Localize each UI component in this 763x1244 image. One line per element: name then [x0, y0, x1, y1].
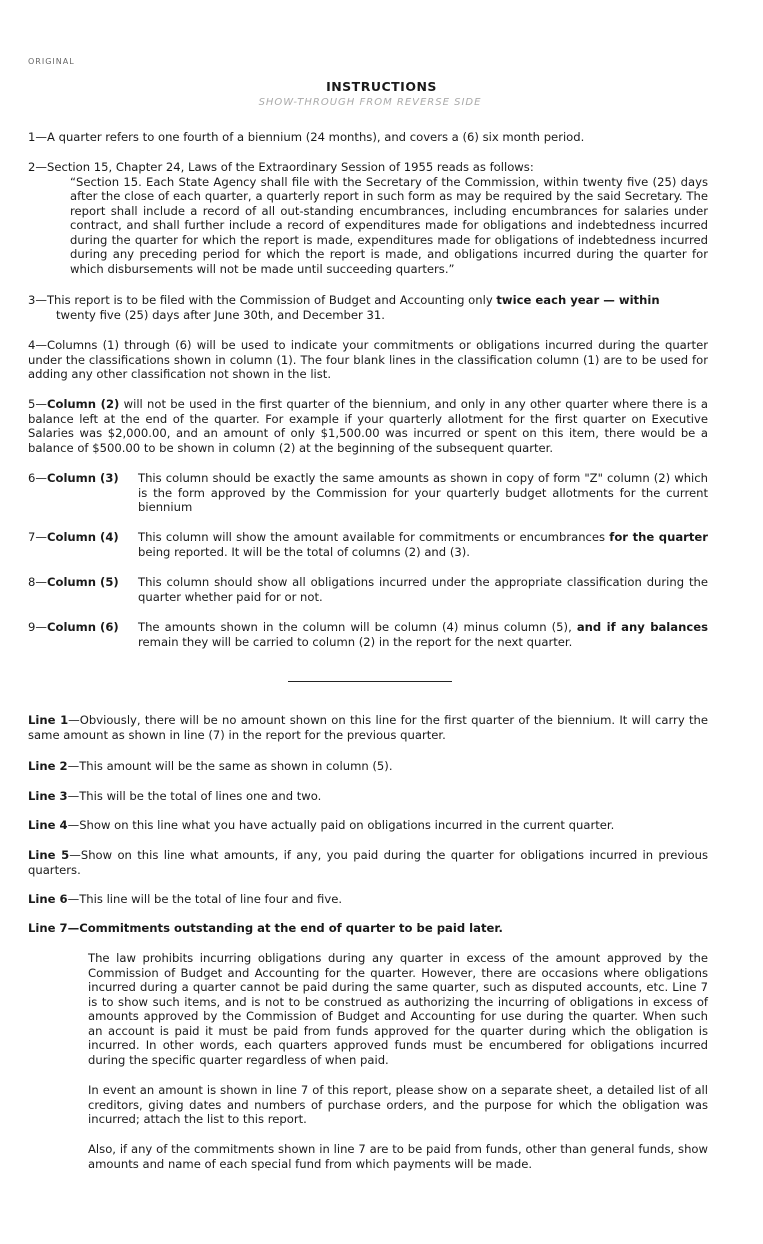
line-7-text: —Commitments outstanding at the end of quarter to be paid later.: [67, 921, 503, 935]
line-2-instruction: [28, 759, 708, 774]
show-through-text: SHOW-THROUGH FROM REVERSE SIDE: [258, 97, 482, 108]
item-6-column: Column (3): [46, 471, 119, 485]
line-2-text: —This amount will be the same as shown in column (5).: [67, 759, 393, 773]
item-7-prefix: 7—: [28, 530, 47, 544]
item-3-text-a: 3—This report is to be filed with the Commission of Budget and Accounting only: [28, 293, 497, 307]
line-4-text: —Show on this line what you have actually paid on obligations incurred in the current quarter.: [67, 818, 615, 832]
line-1-text: —Obviously, there will be no amount shown on this line for the first quarter of the biennium. It will carry the same amount as shown in line (7) in the report for the previous quarter.: [28, 713, 708, 742]
item-2: [28, 160, 708, 276]
item-2-quote: “Section 15. Each State Agency shall file with the Secretary of the Commission, within twenty five (25) days after the close of each quarter, a quarterly report in such form as may be required by the said Secretary. The report shall include a record of all out-standing encumbrances, including encumbrances for salaries under contract, and shall further include a record of expenditures made for obligations and indebtedness incurred during the quarter for which the report is made, expenditures made for obligations of indebtedness incurred during any preceding period for which the report is made, and obligations incurred during the quarter for which disbursements will not be made until succeeding quarters.”: [70, 174, 708, 276]
line-1-label: Line 1: [28, 713, 69, 727]
item-3-text-b: twenty five (25) days after June 30th, and December 31.: [56, 307, 385, 322]
line-3-instruction: [28, 789, 708, 804]
item-5-prefix: 5—: [28, 397, 47, 411]
item-6-prefix: 6—: [28, 471, 47, 485]
line-4-instruction: [28, 818, 708, 833]
item-2-head: 2—Section 15, Chapter 24, Laws of the Extraordinary Session of 1955 reads as follows:: [28, 160, 534, 174]
item-7-body-b: being reported. It will be the total of columns (2) and (3).: [138, 544, 470, 559]
item-9-column: Column (6): [46, 620, 119, 634]
line-5-text: —Show on this line what amounts, if any, you paid during the quarter for obligations incurred in previous quarters.: [28, 848, 708, 877]
item-9-bold: and if any balances: [576, 620, 708, 634]
item-5-column: Column (2): [46, 397, 120, 411]
line-5-label: Line 5: [28, 848, 70, 862]
line-7-paragraph-3: Also, if any of the commitments shown in line 7 are to be paid from funds, other than general funds, show amounts and name of each special fund from which payments will be made.: [88, 1142, 708, 1171]
line-3-label: Line 3: [28, 789, 68, 803]
item-5: [28, 397, 708, 455]
line-5-instruction: [28, 848, 708, 877]
item-7-body-a: This column will show the amount available for commitments or encumbrances: [138, 530, 610, 544]
line-4-label: Line 4: [28, 818, 68, 832]
item-8-column: Column (5): [46, 575, 119, 589]
item-5-body: will not be used in the first quarter of the biennium, and only in any other quarter where there is a balance left at the end of the quarter. For example if your quarterly allotment for the first quarter on Executive Salaries was $2,000.00, and an amount of only $1,500.00 was incurred or spent on this item, there would be a balance of $500.00 to be shown in column (2) at the beginning of the subsequent quarter.: [28, 397, 708, 455]
line-7-instruction: [28, 921, 708, 936]
line-7-label: Line 7: [28, 921, 68, 935]
line-7-paragraph-2: In event an amount is shown in line 7 of this report, please show on a separate sheet, a detailed list of all creditors, giving dates and numbers of purchase orders, and the purpose for which the obligation was incurred; attach the list to this report.: [88, 1083, 708, 1126]
line-2-label: Line 2: [28, 759, 68, 773]
item-7-column: Column (4): [46, 530, 119, 544]
item-8: [28, 575, 708, 604]
page-title: INSTRUCTIONS: [326, 79, 437, 94]
item-9-body-a: The amounts shown in the column will be column (4) minus column (5),: [138, 620, 577, 634]
line-1-instruction: [28, 713, 708, 742]
line-6-label: Line 6: [28, 892, 68, 906]
line-7-paragraph-1: The law prohibits incurring obligations during any quarter in excess of the amount approved by the Commission of Budget and Accounting for the quarter. However, there are occasions where obligations incurred during a quarter cannot be paid during the same quarter, such as disputed accounts, etc. Line 7 is to show such items, and is not to be construed as authorizing the incurring of obligations in excess of amounts approved by the Commission of Budget and Accounting for use during the quarter. When such an account is paid it must be paid from funds approved for the quarter during which the obligation is incurred. In other words, each quarters approved funds must be encumbered for obligations incurred during the specific quarter regardless of when paid.: [88, 951, 708, 1067]
item-1: 1—A quarter refers to one fourth of a biennium (24 months), and covers a (6) six month period.: [28, 130, 585, 144]
item-7-bold: for the quarter: [609, 530, 708, 544]
item-7: [28, 530, 708, 559]
item-3: [28, 293, 708, 322]
item-8-body: This column should show all obligations incurred under the appropriate classification during the quarter whether paid for or not.: [138, 575, 708, 604]
section-divider: [288, 681, 452, 682]
line-6-text: —This line will be the total of line four and five.: [67, 892, 343, 906]
item-6-body: This column should be exactly the same amounts as shown in copy of form "Z" column (2) which is the form approved by the Commission for your quarterly budget allotments for the current biennium: [138, 471, 708, 514]
corner-mark: ORIGINAL: [28, 57, 75, 66]
line-3-text: —This will be the total of lines one and two.: [67, 789, 322, 803]
item-4: 4—Columns (1) through (6) will be used to indicate your commitments or obligations incurred during the quarter under the classifications shown in column (1). The four blank lines in the classification column (1) are to be used for adding any other classification not shown in the list.: [28, 338, 708, 381]
item-8-prefix: 8—: [28, 575, 47, 589]
line-6-instruction: [28, 892, 708, 907]
item-3-bold: twice each year — within: [496, 293, 660, 307]
item-6: [28, 471, 708, 515]
item-9: [28, 620, 708, 649]
item-9-body-b: remain they will be carried to column (2) in the report for the next quarter.: [138, 634, 573, 649]
item-9-prefix: 9—: [28, 620, 47, 634]
